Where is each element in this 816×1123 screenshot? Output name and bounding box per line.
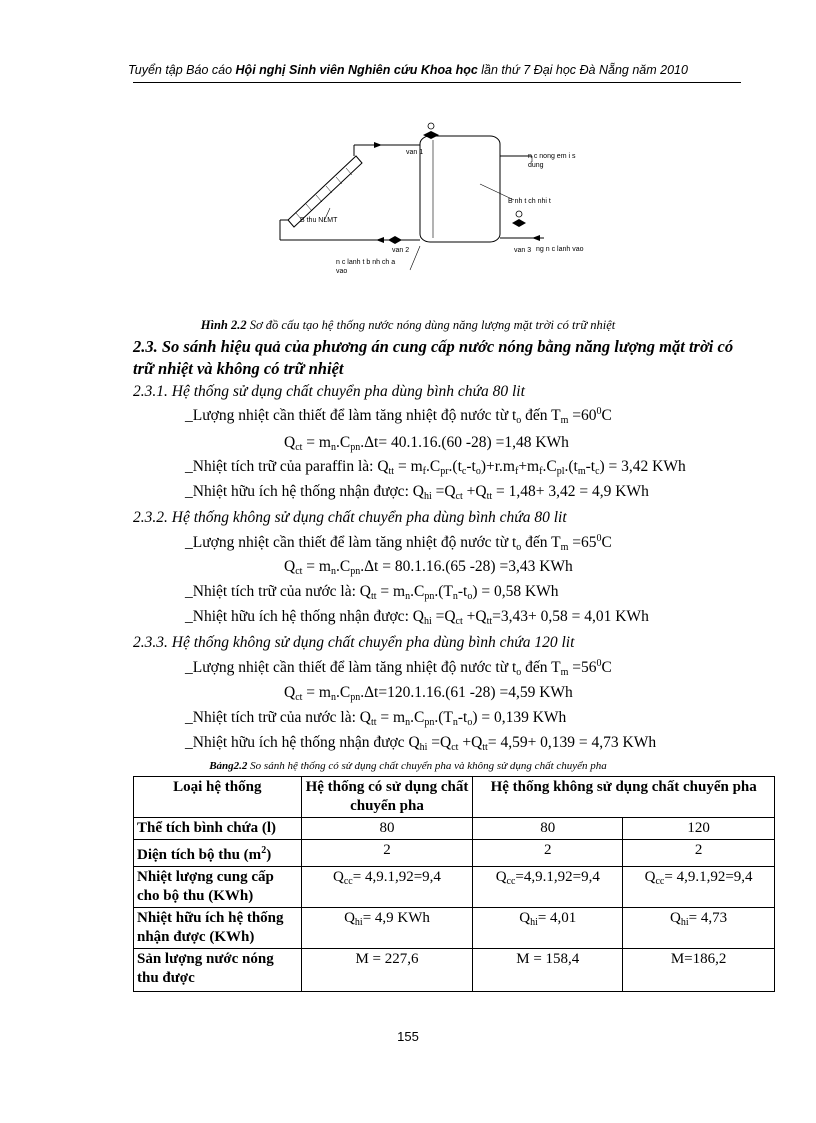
table-row: [134, 818, 775, 840]
table-header-row: [134, 777, 775, 818]
header-rule: [133, 82, 741, 83]
sub1-line3: _Nhiệt tích trữ của paraffin là: $Q_{tt} = m_f.C_{pr}.(t_c-t_o)+r.m_f+m_f.C_{pl}.(t_m-t_c) = 3,42$ KWh: [185, 458, 686, 477]
sub2-eq: $Q_{ct} = m_n.C_{pn}.\Delta t = 80.1.16.(65$ -28) =3,43 KWh: [284, 558, 573, 577]
row-label: Sản lượng nước nóng thu được: [134, 949, 302, 992]
leader-cold: [410, 246, 420, 270]
table-caption: Bảng2.2 So sánh hệ thống có sử dụng chất chuyển pha và không sử dụng chất chuyển pha: [209, 760, 607, 772]
sub3-line3: _Nhiệt tích trữ của nước là: $Q_{tt} = m_n.C_{pn}.(T_n-t_o) = 0,139$ KWh: [185, 709, 567, 728]
table-cell: 120: [623, 818, 775, 840]
table-cell: $Q_{hi}= 4,9$ KWh: [301, 908, 473, 949]
table-cell: 2: [301, 840, 473, 867]
table-header-cell: Loại hệ thống: [134, 777, 302, 818]
table-row: [134, 908, 775, 949]
table-row: [134, 840, 775, 867]
page-number: 155: [397, 1029, 419, 1044]
sub3-line4: _Nhiệt hữu ích hệ thống nhận được $Q_{hi} =Q_{ct} +Q_{tt}= 4,59+ 0,139 = 4,73$ KWh: [185, 734, 657, 753]
valve-3-icon: [512, 211, 526, 227]
sub1-title: 2.3.1. Hệ thống sử dụng chất chuyển pha dùng bình chứa 80 lit: [133, 383, 525, 400]
sub1-line1: _Lượng nhiệt cần thiết để làm tăng nhiệt độ nước từ $t_o$ đến $T_m =60^0C$: [185, 406, 612, 426]
sub3-title: 2.3.3. Hệ thống không sử dụng chất chuyển pha dùng bình chứa 120 lit: [133, 634, 575, 651]
row-label: Nhiệt lượng cung cấp cho bộ thu (KWh): [134, 867, 302, 908]
label-tank: B nh t ch nhi t: [508, 198, 551, 205]
table-cell: M=186,2: [623, 949, 775, 992]
valve-2-icon: [388, 236, 402, 244]
table-cell: 80: [301, 818, 473, 840]
label-van1: van 1: [406, 149, 424, 156]
section-title-line2: trữ nhiệt và không có trữ nhiệt: [133, 359, 344, 378]
sub2-line1: _Lượng nhiệt cần thiết để làm tăng nhiệt độ nước từ $t_o$ đến $T_m =65^0C$: [185, 533, 612, 553]
table-header-cell: Hệ thống có sử dụng chất chuyển pha: [301, 777, 473, 818]
sub2-line3: _Nhiệt tích trữ của nước là: $Q_{tt} = m_n.C_{pn}.(T_n-t_o) = 0,58$ KWh: [185, 583, 559, 602]
label-hot-out-2: dung: [528, 162, 544, 169]
arrow-bottom: [376, 237, 384, 243]
row-label: Thể tích bình chứa (l): [134, 818, 302, 840]
label-cold-to-collector: n c lanh t b nh ch a: [336, 259, 396, 266]
table-cell: $Q_{hi}= 4,73$: [623, 908, 775, 949]
label-collector: B thu NLMT: [300, 217, 338, 224]
table-cell: M = 227,6: [301, 949, 473, 992]
sub1-line4: _Nhiệt hữu ích hệ thống nhận được: $Q_{hi} =Q_{ct} +Q_{tt} = 1,48+ 3,42 = 4,9$ KWh: [185, 483, 649, 502]
row-label: Nhiệt hữu ích hệ thống nhận được (KWh): [134, 908, 302, 949]
label-van2: van 2: [392, 247, 410, 254]
label-hot-out: n c nong em i s: [528, 153, 576, 160]
table-header-cell: Hệ thống không sử dụng chất chuyển pha: [473, 777, 775, 818]
table-cell: M = 158,4: [473, 949, 623, 992]
table-row: [134, 867, 775, 908]
section-title-line1: 2.3. So sánh hiệu quả của phương án cung cấp nước nóng bằng năng lượng mặt trời có: [133, 337, 734, 356]
table-cell: 2: [473, 840, 623, 867]
sub2-line4: _Nhiệt hữu ích hệ thống nhận được: $Q_{hi} =Q_{ct} +Q_{tt}=3,43+ 0,58 = 4,01$ KWh: [185, 608, 649, 627]
label-cold-in: ng n c lanh vao: [536, 246, 584, 253]
system-diagram: [270, 118, 584, 296]
sub3-line1: _Lượng nhiệt cần thiết để làm tăng nhiệt độ nước từ $t_o$ đến $T_m =56^0C$: [185, 658, 612, 678]
row-label: Diện tích bộ thu $(m^2)$: [134, 840, 302, 867]
label-cold-to-collector-2: vao: [336, 268, 348, 275]
table-row: [134, 949, 775, 992]
table-cell: $Q_{cc}= 4,9.1,92=9,4$: [301, 867, 473, 908]
tank: [420, 136, 500, 242]
table-cell: 2: [623, 840, 775, 867]
label-van3: van 3: [514, 247, 532, 254]
comparison-table: [133, 776, 775, 992]
arrow-top: [374, 142, 382, 148]
table-cell: $Q_{cc}= 4,9.1,92=9,4$: [623, 867, 775, 908]
table-cell: 80: [473, 818, 623, 840]
table-cell: $Q_{cc}=4,9.1,92=9,4$: [473, 867, 623, 908]
sub1-eq: $Q_{ct} = m_n.C_{pn}.\Delta t= 40.1.16.(60$ -28) =1,48 KWh: [284, 434, 569, 453]
running-header: Tuyển tập Báo cáo Hội nghị Sinh viên Nghiên cứu Khoa học lần thứ 7 Đại học Đà Nẵng năm 2010: [128, 63, 688, 77]
sub3-eq: $Q_{ct} = m_n.C_{pn}.\Delta t=120.1.16.(61$ -28) =4,59 KWh: [284, 684, 573, 703]
figure-caption: Hình 2.2 Sơ đồ cấu tạo hệ thống nước nóng dùng năng lượng mặt trời có trữ nhiệt: [200, 318, 616, 332]
sub2-title: 2.3.2. Hệ thống không sử dụng chất chuyển pha dùng bình chứa 80 lit: [133, 509, 567, 526]
table-cell: $Q_{hi}= 4,01$: [473, 908, 623, 949]
